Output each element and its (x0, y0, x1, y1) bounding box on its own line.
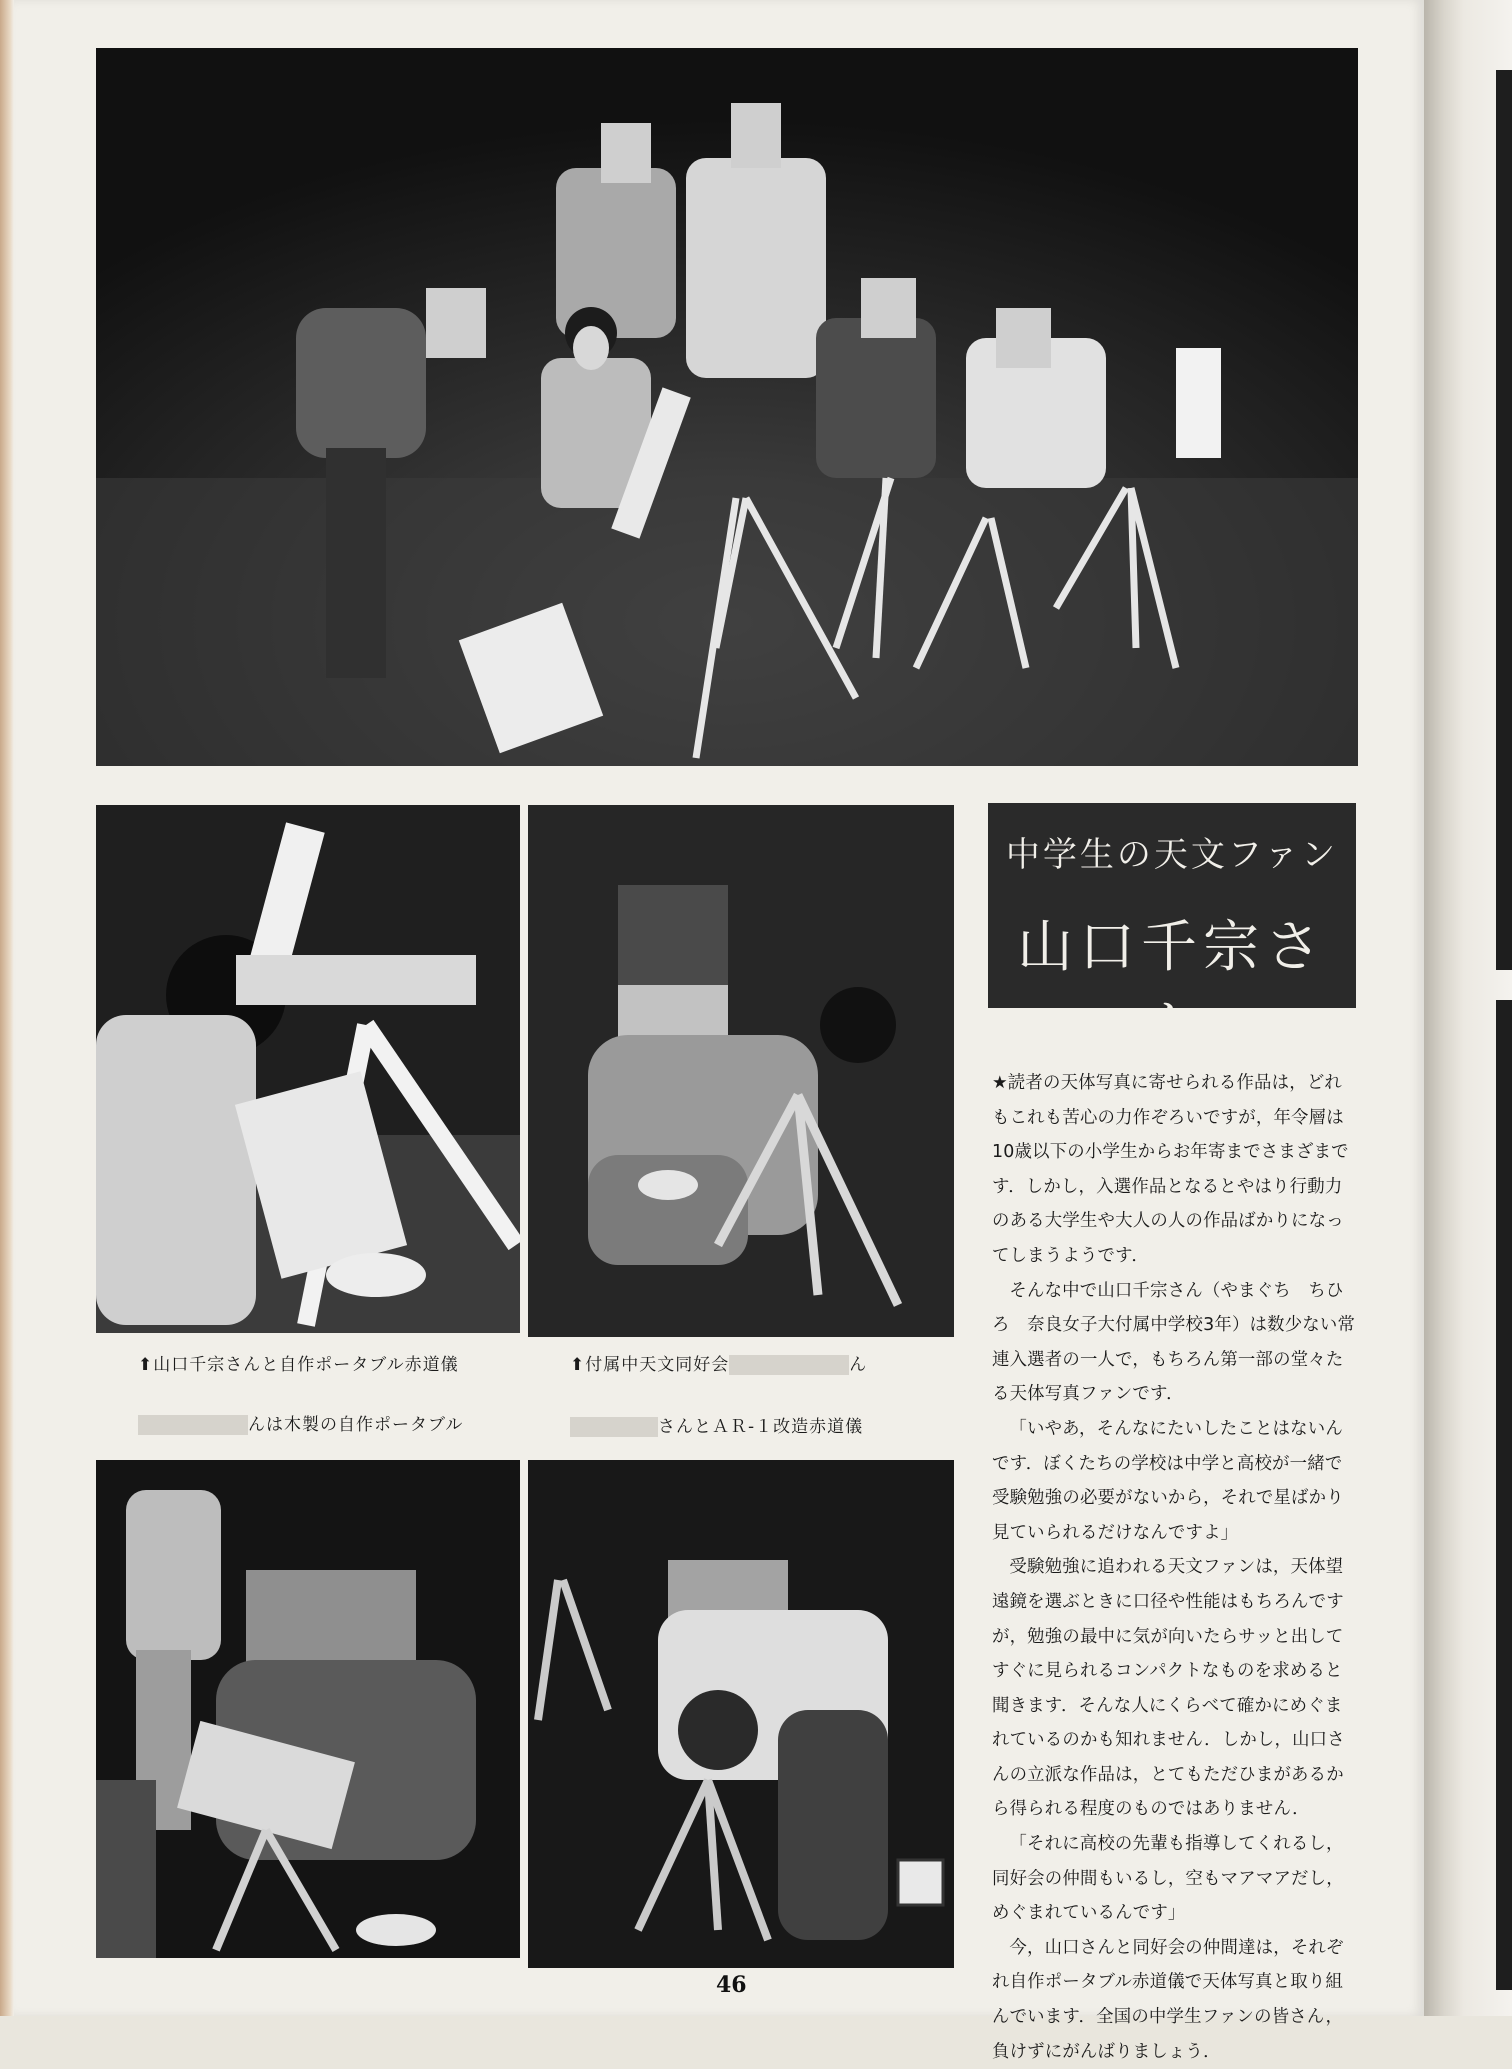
page-binding-edge (0, 0, 14, 2016)
article-body (992, 1066, 1358, 2069)
facing-page-dark-strip (1496, 70, 1512, 970)
photo-caption-right-line2 (570, 1412, 863, 1437)
facing-page-dark-strip (1496, 1000, 1512, 1990)
article-title: 山口千宗さん (1017, 915, 1327, 1060)
article-paragraph: 受験勉強に追われる天文ファンは，天体望遠鏡を選ぶときに口径や性能はもちろんですが，勉強の最中に気が向いたらサッと出してすぐに見られるコンパクトなものを求めると聞きます．そんな人にくらべて確かにめぐまれているのかも知れません．しかし，山口さんの立派な作品は，とてもただひまがあるから得られる程度のものではありません． (992, 1557, 1345, 1820)
photo-caption-left-line2 (138, 1410, 463, 1435)
page-number: 46 (716, 1972, 747, 1998)
observation-photo-right (528, 1460, 954, 1968)
article-paragraph: 「いやあ，そんなにたいしたことはないんです．ぼくたちの学校は中学と高校が一緒で受験勉強の必要がないから，それで星ばかり見ていられるだけなんですよ」 (992, 1418, 1344, 1543)
redacted-name (138, 1415, 248, 1435)
photo-caption-left-line2-text: んは木製の自作ポータブル (248, 1415, 464, 1435)
photo-caption-right-line1 (570, 1350, 867, 1375)
photo-caption-right-line1-text: ⬆付属中天文同好会 (570, 1355, 730, 1375)
article-subtitle: 中学生の天文ファン (1005, 835, 1339, 875)
redacted-name (570, 1417, 658, 1437)
chihiro-telescope-photo (96, 805, 520, 1333)
photo-caption-right-line1-tail: ん (849, 1355, 868, 1375)
photo-caption-right-line2-text: さんとＡＲ-１改造赤道儀 (658, 1417, 864, 1437)
redacted-name (729, 1355, 849, 1375)
group-photo (96, 48, 1358, 766)
member-tripod-photo (528, 805, 954, 1337)
photo-caption-left-line1: ⬆山口千宗さんと自作ポータブル赤道儀 (138, 1355, 459, 1375)
observation-photo-left (96, 1460, 520, 1958)
article-paragraph: ★読者の天体写真に寄せられる作品は，どれもこれも苦心の力作ぞろいですが，年令層は10歳以下の小学生からお年寄までさまざまです．しかし，入選作品となるとやはり行動力のある大学生や大人の人の作品ばかりになってしまうようです． (992, 1073, 1349, 1266)
facing-page-edge (1424, 0, 1512, 2016)
article-paragraph: そんな中で山口千宗さん（やまぐち ちひろ 奈良女子大付属中学校3年）は数少ない常連入選者の一人で，もちろん第一部の堂々たる天体写真ファンです． (992, 1280, 1356, 1405)
article-paragraph: 「それに高校の先輩も指導してくれるし，同好会の仲間もいるし，空もマアマアだし，めぐまれているんです」 (992, 1834, 1344, 1924)
article-paragraph: 今，山口さんと同好会の仲間達は，それぞれ自作ポータブル赤道儀で天体写真と取り組んでいます．全国の中学生ファンの皆さん，負けずにがんばりましょう． (992, 1937, 1344, 2062)
article-title-box (988, 803, 1356, 1060)
